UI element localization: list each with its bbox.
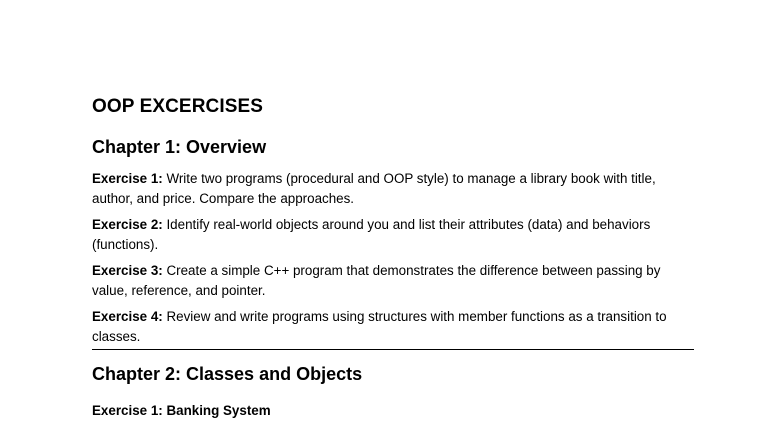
exercise-label: Exercise 2:: [92, 217, 163, 232]
document-title: OOP EXCERCISES: [92, 96, 264, 117]
chapter-1-exercise-2: [92, 215, 696, 255]
exercise-label: Exercise 4:: [92, 309, 163, 324]
chapter-1-exercise-3: [92, 261, 696, 301]
chapter-2-exercise-1-heading: Exercise 1: Banking System: [92, 403, 271, 418]
exercise-text: Identify real-world objects around you and list their attributes (data) and behaviors (functions).: [92, 217, 651, 252]
section-divider: [92, 349, 694, 350]
exercise-text: Create a simple C++ program that demonstrates the difference between passing by value, reference, and pointer.: [92, 263, 661, 298]
exercise-text: Write two programs (procedural and OOP style) to manage a library book with title, author, and price. Compare the approaches.: [92, 171, 656, 206]
chapter-1-heading: Chapter 1: Overview: [92, 137, 267, 157]
exercise-label: Exercise 3:: [92, 263, 163, 278]
chapter-1-exercise-4: [92, 307, 696, 347]
chapter-2-heading: Chapter 2: Classes and Objects: [92, 364, 363, 384]
exercise-text: Review and write programs using structures with member functions as a transition to classes.: [92, 309, 667, 344]
chapter-1-exercise-1: [92, 169, 696, 209]
document-content: [92, 94, 696, 421]
exercise-label: Exercise 1:: [92, 171, 163, 186]
